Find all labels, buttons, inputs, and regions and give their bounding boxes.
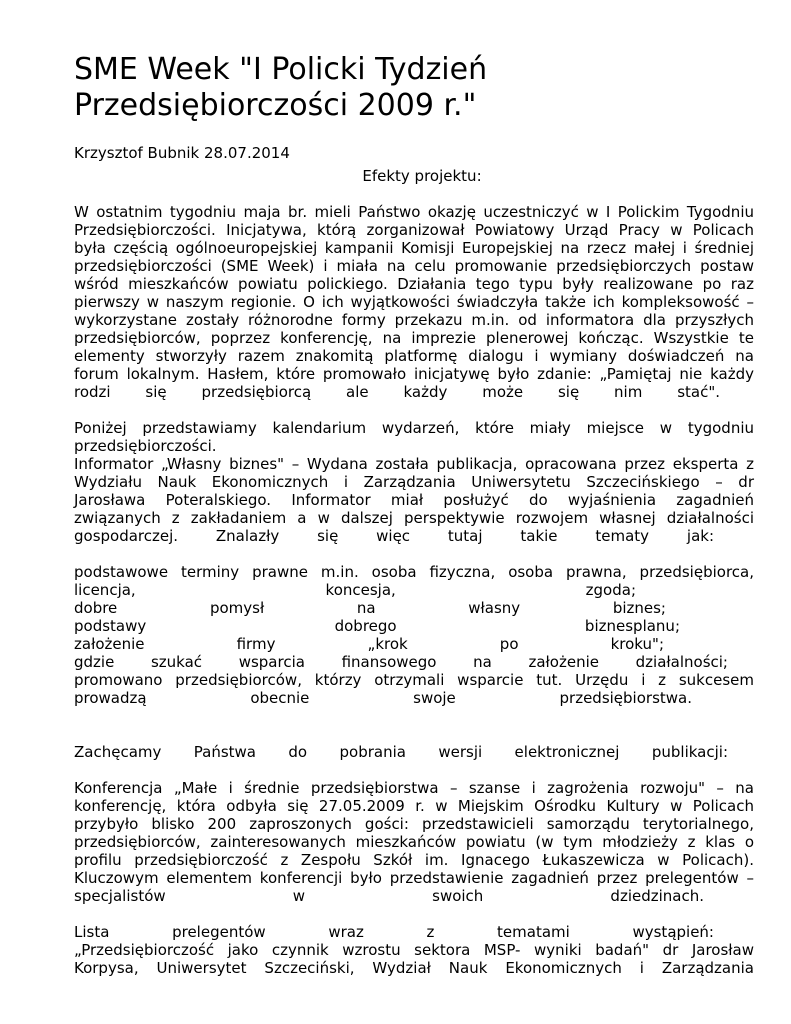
intro-line: była częścią ogólnoeuropejskiej kampanii Komisji Europejskiej na rzecz małej i średniej: [74, 239, 754, 257]
conference-paragraph: [74, 779, 754, 905]
title-line-2: Przedsiębiorczości 2009 r.": [74, 88, 477, 123]
topics-list: [74, 563, 754, 707]
topic-item: dobre pomysł na własny biznes;: [74, 599, 666, 617]
intro-line: elementy stworzyły razem znakomitą platformę dialogu i wymiany doświadczeń na: [74, 347, 754, 365]
page-title: [74, 52, 754, 124]
calendar-line: Informator „Własny biznes" – Wydana została publikacja, opracowana przez eksperta z: [74, 455, 754, 473]
intro-line: przedsiębiorczości (SME Week) i miała na celu promowanie przedsiębiorczych postaw: [74, 257, 754, 275]
topic-item: promowano przedsiębiorców, którzy otrzymali wsparcie tut. Urzędu i z sukcesem: [74, 671, 754, 689]
speakers-line: „Przedsiębiorczość jako czynnik wzrostu sektora MSP- wyniki badań" dr Jarosław: [74, 941, 754, 959]
title-line-1: SME Week "I Policki Tydzień: [74, 52, 488, 87]
topic-item: podstawowe terminy prawne m.in. osoba fizyczna, osoba prawna, przedsiębiorca,: [74, 563, 754, 581]
calendar-line: Wydziału Nauk Ekonomicznych i Zarządzania Uniwersytetu Szczecińskiego – dr: [74, 473, 754, 491]
conference-line: przybyło blisko 200 zaproszonych gości: przedstawicieli samorządu terytorialnego,: [74, 815, 754, 833]
author-date: Krzysztof Bubnik 28.07.2014: [74, 144, 290, 162]
download-paragraph: [74, 743, 754, 761]
intro-line: wśród mieszkańców powiatu polickiego. Działania tego typu były realizowane po raz: [74, 275, 754, 293]
section-subheading: Efekty projektu:: [362, 167, 482, 185]
intro-line: rodzi się przedsiębiorcą ale każdy może się nim stać".: [74, 383, 720, 401]
intro-line: Przedsiębiorczości. Inicjatywa, którą zorganizował Powiatowy Urząd Pracy w Policach: [74, 221, 754, 239]
topic-item: prowadzą obecnie swoje przedsiębiorstwa.: [74, 689, 692, 707]
calendar-line: Poniżej przedstawiamy kalendarium wydarzeń, które miały miejsce w tygodniu: [74, 419, 754, 437]
topic-item: podstawy dobrego biznesplanu;: [74, 617, 680, 635]
speakers-line: Korpysa, Uniwersytet Szczeciński, Wydział Nauk Ekonomicznych i Zarządzania: [74, 959, 754, 977]
conference-line: specjalistów w swoich dziedzinach.: [74, 887, 704, 905]
conference-line: Konferencja „Małe i średnie przedsiębiorstwa – szanse i zagrożenia rozwoju" – na: [74, 779, 754, 797]
conference-line: konferencję, która odbyła się 27.05.2009 r. w Miejskim Ośrodku Kultury w Policach: [74, 797, 754, 815]
calendar-line: gospodarczej. Znalazły się więc tutaj takie tematy jak:: [74, 527, 714, 545]
intro-line: forum lokalnym. Hasłem, które promowało inicjatywę było zdanie: „Pamiętaj nie każdy: [74, 365, 754, 383]
topic-item: założenie firmy „krok po kroku";: [74, 635, 664, 653]
calendar-line: związanych z zakładaniem a w dalszej perspektywie rozwojem własnej działalności: [74, 509, 754, 527]
intro-paragraph: [74, 203, 754, 401]
document-page: [74, 52, 754, 977]
speakers-paragraph: [74, 923, 754, 977]
topic-item: licencja, koncesja, zgoda;: [74, 581, 636, 599]
intro-line: przedsiębiorców, poprzez konferencję, na imprezie plenerowej kończąc. Wszystkie te: [74, 329, 754, 347]
calendar-paragraph: [74, 419, 754, 545]
conference-line: profilu przedsiębiorczość z Zespołu Szkół im. Ignacego Łukaszewicza w Policach).: [74, 851, 754, 869]
download-line: Zachęcamy Państwa do pobrania wersji elektronicznej publikacji:: [74, 743, 728, 761]
intro-line: W ostatnim tygodniu maja br. mieli Państwo okazję uczestniczyć w I Polickim Tygodniu: [74, 203, 754, 221]
calendar-line: Jarosława Poteralskiego. Informator miał posłużyć do wyjaśnienia zagadnień: [74, 491, 754, 509]
calendar-line: przedsiębiorczości.: [74, 437, 217, 455]
intro-line: pierwszy w naszym regionie. O ich wyjątkowości świadczyła także ich kompleksowość –: [74, 293, 754, 311]
conference-line: Kluczowym elementem konferencji było przedstawienie zagadnień przez prelegentów –: [74, 869, 754, 887]
intro-line: wykorzystane zostały różnorodne formy przekazu m.in. od informatora dla przyszłych: [74, 311, 754, 329]
topic-item: gdzie szukać wsparcia finansowego na założenie działalności;: [74, 653, 728, 671]
conference-line: przedsiębiorców, zainteresowanych mieszkańców powiatu (w tym młodzieży z klas o: [74, 833, 754, 851]
speakers-line: Lista prelegentów wraz z tematami wystąpień:: [74, 923, 714, 941]
